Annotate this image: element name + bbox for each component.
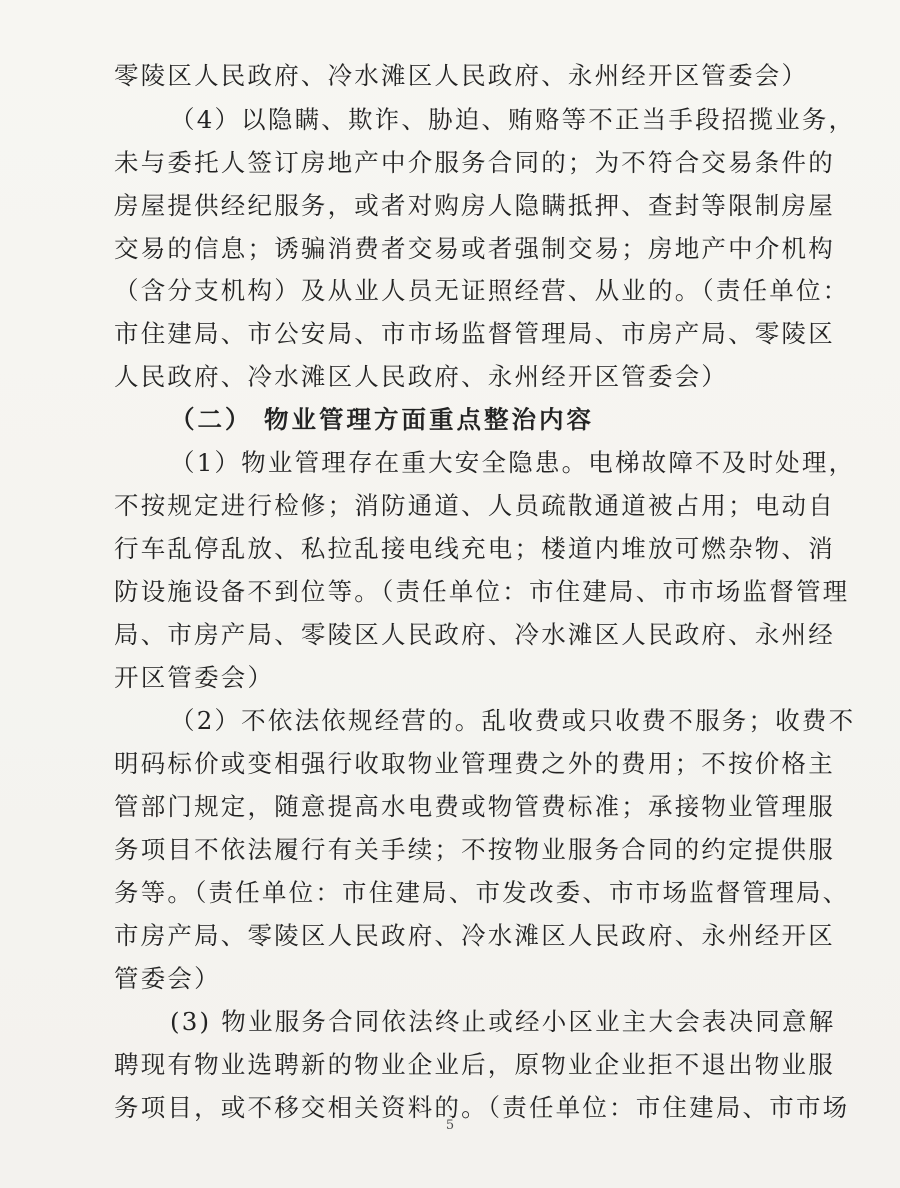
- text-line: 市住建局、市公安局、市市场监督管理局、市房产局、零陵区: [114, 319, 835, 348]
- text-line: 务项目，或不移交相关资料的。（责任单位：市住建局、市市场: [114, 1093, 850, 1122]
- text-line: （2）不依法依规经营的。乱收费或只收费不服务；收费不: [170, 706, 856, 735]
- text-line: 防设施设备不到位等。（责任单位：市住建局、市市场监督管理: [114, 577, 850, 606]
- text-line: 开区管委会）: [114, 663, 275, 692]
- text-line: 零陵区人民政府、冷水滩区人民政府、永州经开区管委会）: [114, 61, 809, 90]
- text-line: 行车乱停乱放、私拉乱接电线充电；楼道内堆放可燃杂物、消: [114, 534, 835, 563]
- text-line: 务项目不依法履行有关手续；不按物业服务合同的约定提供服: [114, 835, 835, 864]
- text-line: （4）以隐瞒、欺诈、胁迫、贿赂等不正当手段招揽业务，: [170, 105, 856, 134]
- text-line: 明码标价或变相强行收取物业管理费之外的费用；不按价格主: [114, 749, 835, 778]
- text-line: 市房产局、零陵区人民政府、冷水滩区人民政府、永州经开区: [114, 921, 835, 950]
- text-line: 局、市房产局、零陵区人民政府、冷水滩区人民政府、永州经: [114, 620, 835, 649]
- text-line: （含分支机构）及从业人员无证照经营、从业的。（责任单位：: [114, 276, 850, 305]
- text-line: 不按规定进行检修；消防通道、人员疏散通道被占用；电动自: [114, 491, 835, 520]
- text-line: 未与委托人签订房地产中介服务合同的；为不符合交易条件的: [114, 148, 835, 177]
- text-line: 聘现有物业选聘新的物业企业后，原物业企业拒不退出物业服: [114, 1050, 835, 1079]
- text-line: (3) 物业服务合同依法终止或经小区业主大会表决同意解: [170, 1007, 836, 1036]
- text-line: 管委会）: [114, 964, 221, 993]
- text-line: 房屋提供经纪服务，或者对购房人隐瞒抵押、查封等限制房屋: [114, 191, 835, 220]
- page-number: 5: [445, 1118, 455, 1133]
- section-heading: （二） 物业管理方面重点整治内容: [170, 405, 595, 434]
- text-line: 管部门规定，随意提高水电费或物管费标准；承接物业管理服: [114, 792, 835, 821]
- text-line: 务等。（责任单位：市住建局、市发改委、市市场监督管理局、: [114, 878, 850, 907]
- text-line: （1）物业管理存在重大安全隐患。电梯故障不及时处理，: [170, 448, 856, 477]
- text-line: 交易的信息；诱骗消费者交易或者强制交易；房地产中介机构: [114, 234, 835, 263]
- text-line: 人民政府、冷水滩区人民政府、永州经开区管委会）: [114, 362, 729, 391]
